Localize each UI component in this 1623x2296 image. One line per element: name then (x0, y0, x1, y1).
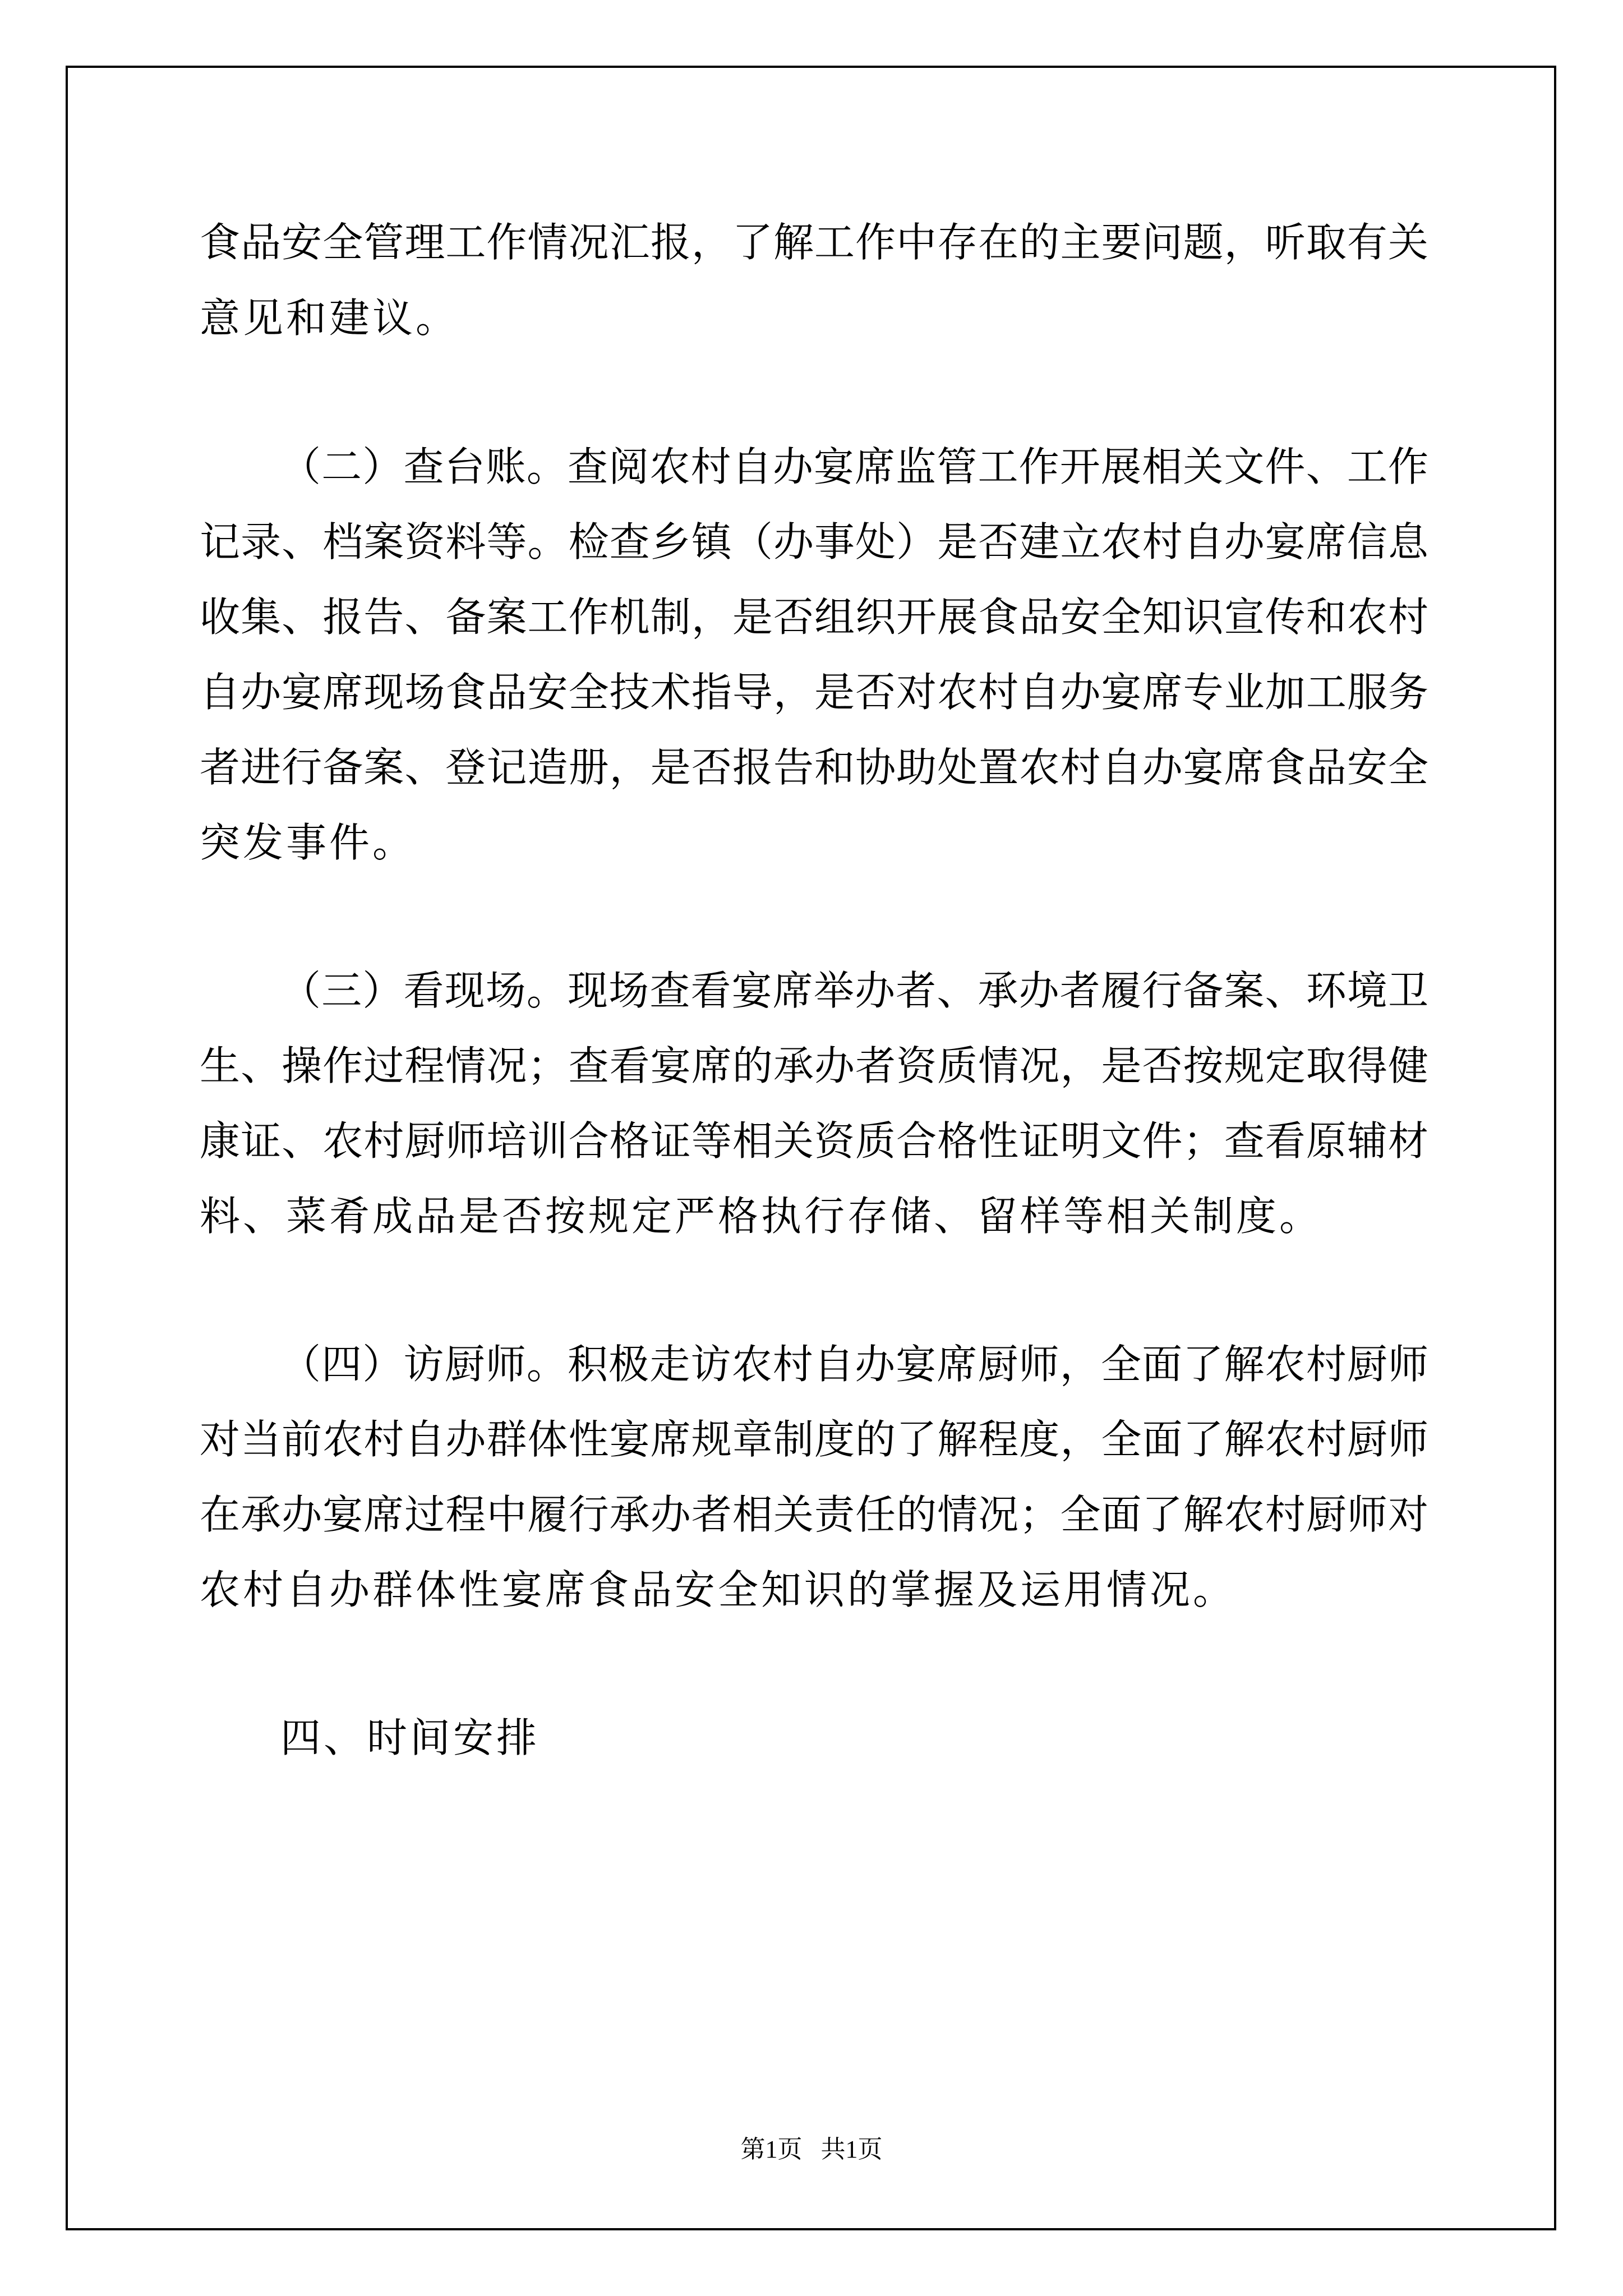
body-text-line: （二）查台账。查阅农村自办宴席监管工作开展相关文件、工作 (280, 443, 1428, 490)
body-text-line: 康证、农村厨师培训合格证等相关资质合格性证明文件；查看原辅材 (200, 1117, 1428, 1165)
body-text-line: 突发事件。 (200, 819, 416, 866)
body-text-line: （三）看现场。现场查看宴席举办者、承办者履行备案、环境卫 (280, 967, 1428, 1014)
body-text-line: 自办宴席现场食品安全技术指导，是否对农村自办宴席专业加工服务 (200, 669, 1428, 716)
body-text-line: 意见和建议。 (200, 295, 459, 342)
page-number-footer: 第1页 共1页 (740, 2136, 883, 2163)
body-text-line: （四）访厨师。积极走访农村自办宴席厨师，全面了解农村厨师 (280, 1341, 1428, 1388)
body-text-line: 在承办宴席过程中履行承办者相关责任的情况；全面了解农村厨师对 (200, 1491, 1428, 1538)
section-heading: 四、时间安排 (280, 1714, 540, 1761)
body-text-line: 对当前农村自办群体性宴席规章制度的了解程度，全面了解农村厨师 (200, 1416, 1428, 1463)
body-text-line: 者进行备案、登记造册，是否报告和协助处置农村自办宴席食品安全 (200, 744, 1428, 791)
body-text-line: 食品安全管理工作情况汇报，了解工作中存在的主要问题，听取有关 (200, 219, 1428, 266)
body-text-line: 料、菜肴成品是否按规定严格执行存储、留样等相关制度。 (200, 1193, 1323, 1240)
body-text-line: 农村自办群体性宴席食品安全知识的掌握及运用情况。 (200, 1566, 1237, 1613)
body-text-line: 记录、档案资料等。检查乡镇（办事处）是否建立农村自办宴席信息 (200, 518, 1428, 565)
body-text-line: 收集、报告、备案工作机制，是否组织开展食品安全知识宣传和农村 (200, 593, 1428, 641)
body-text-line: 生、操作过程情况；查看宴席的承办者资质情况，是否按规定取得健 (200, 1042, 1428, 1089)
